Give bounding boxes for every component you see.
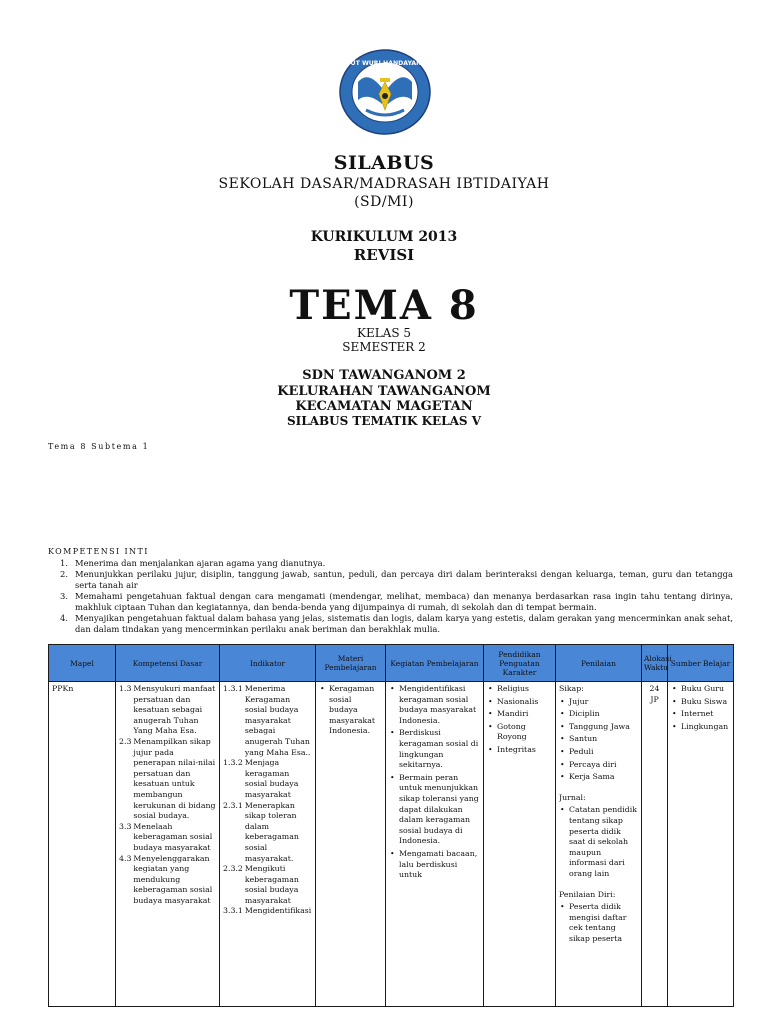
- list-item: • Kerja Sama: [559, 772, 638, 783]
- indikator-item: 1.3.2 Menjaga keragaman sosial budaya masyarakat: [223, 758, 299, 799]
- list-item: 4. Menyajikan pengetahuan faktual dalam bahasa yang jelas, sistematis dan logis, dalam karya yang estetis, dalam gerakan yang mencerminkan anak sehat, dan dalam tindakan yang mencerminkan perilaku anak beriman dan berakhlak mulia.: [60, 613, 733, 634]
- list-item: • Santun: [559, 734, 638, 745]
- class-label: KELAS 5: [356, 326, 412, 340]
- indikator-item: 1.3.1 Menerima Keragaman sosial budaya masyarakat sebagai anugerah Tuhan yang Maha Esa..: [223, 684, 311, 757]
- column-header: Pendidikan Penguatan Karakter: [484, 645, 556, 682]
- semester-label: SEMESTER 2: [342, 340, 426, 354]
- document-title: SILABUS: [333, 152, 435, 174]
- list-item: • Diciplin: [559, 709, 638, 720]
- kegiatan-cell: [386, 682, 484, 1007]
- list-item: • Nasionalis: [487, 697, 552, 708]
- column-header: Alokasi Waktu: [642, 645, 668, 682]
- column-header: Materi Pembelajaran: [316, 645, 386, 682]
- materi-cell: [316, 682, 386, 1007]
- kd-item: 2.3 Menampilkan sikap jujur pada penerapan nilai-nilai persatuan dan kesatuan untuk membangun kerukunan di bidang sosial budaya.: [119, 736, 216, 821]
- sikap-label: Sikap:: [559, 684, 584, 693]
- column-header: Kompetensi Dasar: [116, 645, 220, 682]
- list-item: • Mandiri: [487, 709, 552, 720]
- alokasi-cell: 24 JP: [642, 682, 668, 1007]
- school-type: SEKOLAH DASAR/MADRASAH IBTIDAIYAH: [218, 176, 550, 192]
- list-item: • Lingkungan: [671, 722, 730, 733]
- indikator-cell: [220, 682, 316, 1007]
- list-item: • Internet: [671, 709, 730, 720]
- theme-title: TEMA 8: [289, 282, 479, 329]
- mapel-cell: PPKn: [49, 682, 116, 1007]
- list-item: • Buku Guru: [671, 684, 730, 695]
- list-item: • Gotong Royong: [487, 722, 552, 743]
- list-item: • Buku Siswa: [671, 697, 730, 708]
- table-header-row: [49, 645, 734, 682]
- list-item: • Bermain peran untuk menunjukkan sikap toleransi yang dapat dilakukan dalam keragaman sosial budaya di Indonesia.: [389, 773, 480, 847]
- list-item: • Integritas: [487, 745, 552, 756]
- column-header: Penilaian: [556, 645, 642, 682]
- indikator-item: 2.3.2 Mengikuti keberagaman sosial budaya masyarakat: [223, 864, 299, 905]
- kompetensi-dasar-cell: [116, 682, 220, 1007]
- kd-item: 3.3 Menelaah keberagaman sosial budaya masyarakat: [119, 821, 213, 852]
- kompetensi-inti-heading: KOMPETENSI INTI: [48, 547, 149, 556]
- syllabus-table: [48, 644, 734, 1007]
- list-item: • Berdiskusi keragaman sosial di lingkungan sekitarnya.: [389, 728, 480, 770]
- list-item: 1. Menerima dan menjalankan ajaran agama yang dianutnya.: [60, 558, 326, 568]
- indikator-item: 3.3.1 Mengidentifikasi: [223, 906, 312, 916]
- list-item: • Percaya diri: [559, 760, 638, 771]
- column-header: Sumber Belajar: [668, 645, 734, 682]
- kompetensi-inti-list: [48, 558, 733, 635]
- column-header: Kegiatan Pembelajaran: [386, 645, 484, 682]
- column-header: Mapel: [49, 645, 116, 682]
- list-item: 3. Memahami pengetahuan faktual dengan cara mengamati (mendengar, melihat, membaca) dan menanya berdasarkan rasa ingin tahu tentang dirinya, makhluk ciptaan Tuhan dan kegiatannya, dan benda-benda yang dijumpainya di rumah, di sekolah dan di tempat bermain.: [60, 591, 733, 612]
- penilaian-diri-label: Penilaian Diri:: [559, 889, 616, 899]
- list-item: • Jujur: [559, 697, 638, 708]
- logo-motto: TUT WURI HANDAYANI: [346, 60, 424, 67]
- kecamatan-label: KECAMATAN MAGETAN: [295, 399, 473, 414]
- table-row: [49, 682, 734, 1007]
- indikator-item: 2.3.1 Menerapkan sikap toleran dalam keberagaman sosial masyarakat.: [223, 800, 299, 863]
- list-item: • Keragaman sosial budaya masyarakat Indonesia.: [319, 684, 382, 737]
- school-abbr: (SD/MI): [354, 194, 414, 210]
- kd-item: 4.3 Menyelenggarakan kegiatan yang mendukung keberagaman sosial budaya masyarakat: [119, 853, 213, 905]
- penilaian-cell: [556, 682, 642, 1007]
- list-item: • Peserta didik mengisi daftar cek tentang sikap peserta: [559, 902, 638, 944]
- curriculum-label: KURIKULUM 2013: [310, 229, 458, 245]
- list-item: • Religius: [487, 684, 552, 695]
- kelurahan-label: KELURAHAN TAWANGANOM: [277, 384, 491, 399]
- list-item: • Tanggung Jawa: [559, 722, 638, 733]
- silabus-class-label: SILABUS TEMATIK KELAS V: [286, 414, 482, 428]
- list-item: • Mengidentifikasi keragaman sosial budaya masyarakat Indonesia.: [389, 684, 480, 726]
- column-header: Indikator: [220, 645, 316, 682]
- list-item: • Mengamati bacaan, lalu berdiskusi untuk: [389, 849, 480, 881]
- kd-item: 1.3 Mensyukuri manfaat persatuan dan kesatuan sebagai anugerah Tuhan Yang Maha Esa.: [119, 684, 216, 736]
- jurnal-label: Jurnal:: [559, 792, 586, 802]
- list-item: • Catatan pendidik tentang sikap peserta didik saat di sekolah maupun informasi dari orang lain: [559, 805, 638, 879]
- list-item: 2. Menunjukkan perilaku jujur, disiplin, tanggung jawab, santun, peduli, dan percaya diri dalam berinteraksi dengan keluarga, teman, guru dan tetangga serta tanah air: [60, 569, 733, 590]
- revision-label: REVISI: [353, 246, 415, 264]
- karakter-cell: [484, 682, 556, 1007]
- subtema-label: Tema 8 Subtema 1: [48, 442, 150, 451]
- tut-wuri-handayani-emblem: [338, 48, 432, 136]
- school-name: SDN TAWANGANOM 2: [302, 368, 466, 383]
- sumber-cell: [668, 682, 734, 1007]
- list-item: • Peduli: [559, 747, 638, 758]
